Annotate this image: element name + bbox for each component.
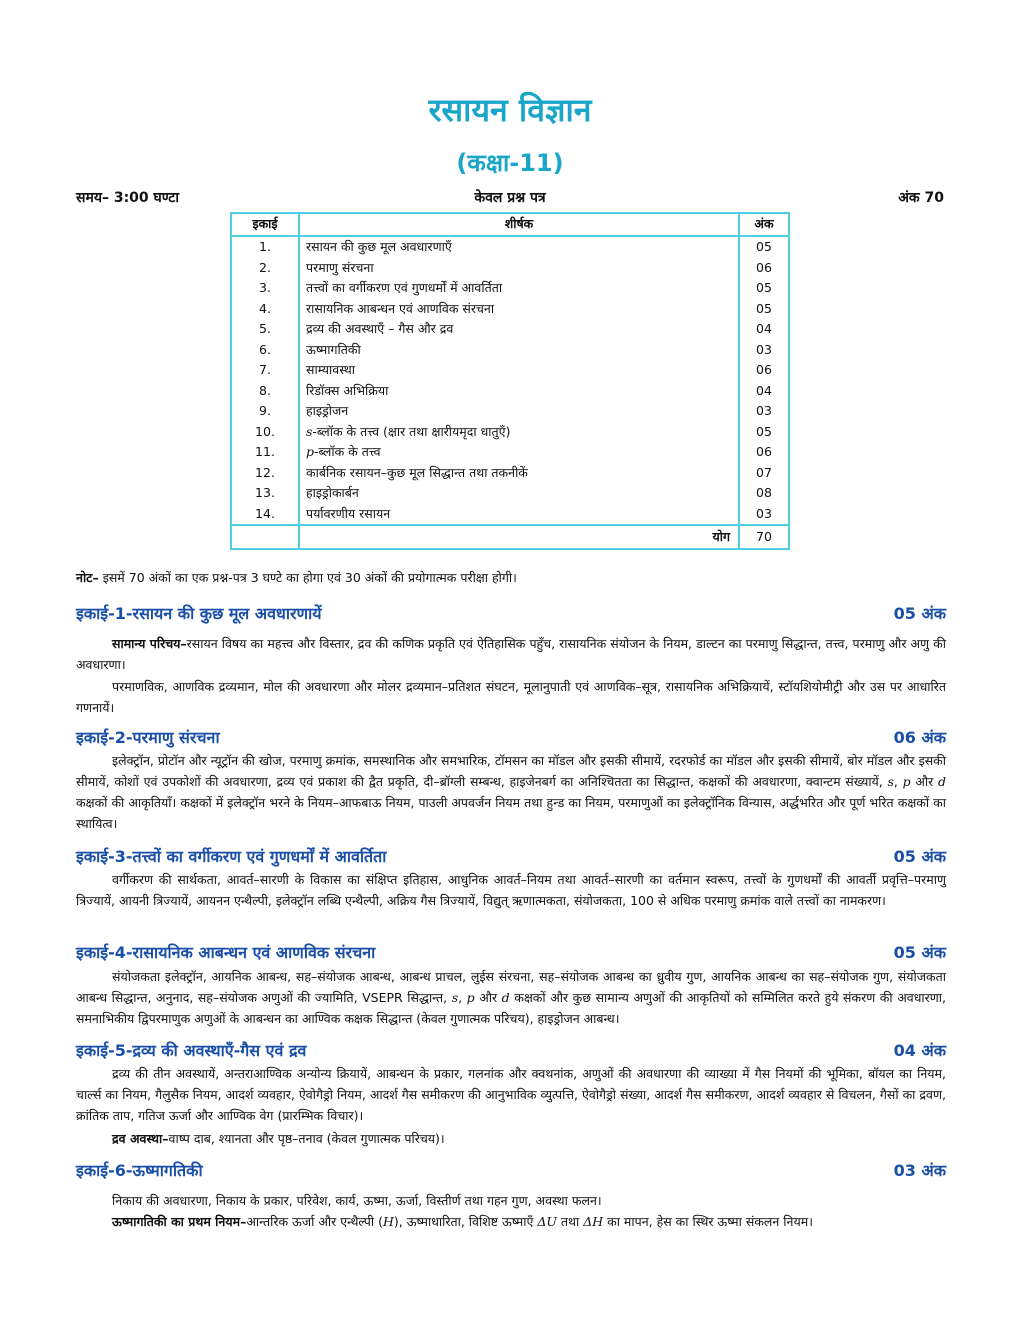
note (76, 569, 946, 586)
unit-no: 11. (231, 442, 299, 463)
unit-4-paragraph-1 (76, 966, 946, 1029)
symbol-delta-u: ΔU (537, 1214, 557, 1229)
unit-no: 4. (231, 299, 299, 320)
unit-title-text: -ब्लॉक के तत्त्व (क्षार तथा क्षारीयमृदा धातुएँ) (312, 423, 511, 439)
orbital-p: p (466, 990, 475, 1005)
unit-no: 1. (231, 236, 299, 258)
table-row (231, 319, 789, 340)
table-row (231, 442, 789, 463)
unit-3-title: इकाई-3-तत्त्वों का वर्गीकरण एवं गुणधर्मों में आवर्तिता (76, 847, 387, 866)
table-row (231, 422, 789, 443)
table-total-row (231, 525, 789, 549)
unit-title: कार्बनिक रसायन–कुछ मूल सिद्धान्त तथा तकनीकें (299, 463, 739, 484)
first-law-text-b: ), ऊष्माधारिता, विशिष्ट ऊष्माएँ (393, 1214, 538, 1229)
table-row (231, 340, 789, 361)
table-header-row (231, 213, 789, 236)
unit-marks: 06 (756, 362, 772, 377)
orbital-p: p (902, 774, 911, 789)
unit-3-marks: 05 अंक (893, 847, 946, 866)
sep: , (893, 774, 903, 789)
unit-no: 7. (231, 360, 299, 381)
symbol-delta-h: ΔH (583, 1214, 604, 1229)
unit-2-paragraph-1 (76, 750, 946, 834)
orbital-s: s (887, 774, 894, 789)
table-row (231, 483, 789, 504)
unit-no: 9. (231, 401, 299, 422)
unit-1-heading (76, 602, 946, 624)
unit-marks: 08 (756, 485, 772, 500)
unit-title: रिडॉक्स अभिक्रिया (299, 381, 739, 402)
unit-marks: 07 (756, 464, 772, 480)
table-row (231, 258, 789, 279)
unit-title: रासायनिक आबन्धन एवं आणविक संरचना (299, 299, 739, 320)
unit-6-paragraph-1: निकाय की अवधारणा, निकाय के प्रकार, परिवेश, कार्य, ऊष्मा, ऊर्जा, विस्तीर्ण तथा गहन गुण, अवस्था फलन। (112, 1193, 602, 1208)
table-row (231, 236, 789, 258)
unit-1-title: इकाई-1-रसायन की कुछ मूल अवधारणायें (76, 604, 322, 623)
unit-title (299, 422, 739, 443)
unit-no: 13. (231, 483, 299, 504)
unit-no: 3. (231, 278, 299, 299)
table-row (231, 381, 789, 402)
unit-title: द्रव्य की अवस्थाएँ – गैस और द्रव (299, 319, 739, 340)
unit-2-heading (76, 726, 946, 748)
liquid-state-label: द्रव अवस्था– (112, 1131, 169, 1146)
orbital-s: s (451, 990, 459, 1005)
unit-marks: 03 (756, 341, 772, 357)
symbol-h: H (382, 1214, 394, 1229)
unit-title: तत्त्वों का वर्गीकरण एवं गुणधर्मों में आवर्तिता (299, 278, 739, 299)
exam-time: समय– 3:00 घण्टा (76, 190, 179, 206)
table-row (231, 401, 789, 422)
total-value: 70 (739, 525, 789, 549)
unit-3-paragraph-1: वर्गीकरण की सार्थकता, आवर्त–सारणी के विकास का संक्षिप्त इतिहास, आधुनिक आवर्त–नियम तथा आवर्त–सारणी का वर्तमान स्वरूप, तत्त्वों के गुणधर्मों की आवर्ती प्रवृत्ति–परमाणु त्रिज्यायें, आयनी त्रिज्यायें, आयनन एन्थैल्पी, इलेक्ट्रॉन लब्धि एन्थैल्पी, अक्रिय गैस त्रिज्यायें, विद्युत् ऋणात्मकता, संयोजकता, 100 से अधिक परमाणु क्रमांक वाले तत्त्वों का नामकरण। (76, 872, 946, 908)
unit-no: 8. (231, 381, 299, 402)
unit-no: 12. (231, 463, 299, 484)
and-text: और (910, 774, 938, 789)
unit-marks: 05 (756, 239, 772, 254)
unit-4-title: इकाई-4-रासायनिक आबन्धन एवं आणविक संरचना (76, 943, 376, 962)
unit-2-text-a: इलेक्ट्रॉन, प्रोटॉन और न्यूट्रॉन की खोज, परमाणु क्रमांक, समस्थानिक और समभारिक, टॉमसन का मॉडल और इसकी सीमायें, रदरफोर्ड का मॉडल और इसकी सीमायें, बोर मॉडल और इसकी सीमायें, कोशों एवं उपकोशों की अवधारणा, द्रव्य एवं प्रकाश की द्वैत प्रकृति, दी–ब्रॉग्ली सम्बन्ध, हाइजेनबर्ग का अनिश्चितता का सिद्धान्त, कक्षकों की अवधारणा, क्वान्टम संख्यायें, (76, 753, 946, 789)
unit-4-heading (76, 941, 946, 963)
header-marks: अंक (739, 213, 789, 236)
table-row (231, 360, 789, 381)
unit-no: 14. (231, 504, 299, 526)
unit-no: 5. (231, 319, 299, 340)
unit-5-paragraph-2 (76, 1128, 946, 1149)
header-unit: इकाई (231, 213, 299, 236)
table-row (231, 299, 789, 320)
sep: , (458, 990, 467, 1005)
unit-title: रसायन की कुछ मूल अवधारणाएँ (299, 236, 739, 258)
note-text: इसमें 70 अंकों का एक प्रश्न-पत्र 3 घण्टे का होगा एवं 30 अंकों की प्रयोगात्मक परीक्षा होगी। (98, 570, 517, 585)
unit-marks: 05 (756, 300, 772, 316)
orbital-d: d (937, 774, 946, 789)
unit-title: ऊष्मागतिकी (299, 340, 739, 361)
table-row (231, 504, 789, 526)
unit-6-title: इकाई-6-ऊष्मागतिकी (76, 1161, 203, 1180)
unit-title: परमाणु संरचना (299, 258, 739, 279)
first-law-label: ऊष्मागतिकी का प्रथम नियम– (112, 1214, 247, 1229)
orbital-d: d (501, 990, 510, 1005)
note-label: नोट– (76, 570, 99, 585)
unit-1-paragraph-1 (76, 633, 946, 675)
first-law-text-d: का मापन, हेस का स्थिर ऊष्मा संकलन नियम। (603, 1214, 813, 1229)
unit-1-marks: 05 अंक (893, 604, 946, 623)
unit-marks: 03 (756, 505, 772, 521)
unit-title-symbol: p (306, 444, 315, 459)
unit-marks: 03 (756, 403, 772, 418)
liquid-state-text: वाष्प दाब, श्यानता और पृष्ठ–तनाव (केवल गुणात्मक परिचय)। (168, 1131, 445, 1146)
unit-marks: 04 (756, 321, 772, 336)
unit-title: साम्यावस्था (299, 360, 739, 381)
total-marks: अंक 70 (898, 190, 944, 206)
total-empty-cell (231, 525, 299, 549)
unit-3-heading (76, 845, 946, 867)
unit-title: हाइड्रोकार्बन (299, 483, 739, 504)
table-row (231, 278, 789, 299)
unit-6-paragraph-2 (76, 1211, 946, 1232)
units-table (230, 212, 790, 550)
unit-5-marks: 04 अंक (893, 1041, 946, 1060)
total-label: योग (299, 525, 739, 549)
unit-1-intro-text: रसायन विषय का महत्त्व और विस्तार, द्रव की कणिक प्रकृति एवं ऐतिहासिक पहुँच, रासायनिक संयोजन के नियम, डाल्टन का परमाणु सिद्धान्त, तत्त्व, परमाणु और अणु की अवधारणा। (76, 636, 947, 672)
unit-title-symbol: s (306, 423, 313, 439)
unit-4-text-b: कक्षकों और कुछ सामान्य अणुओं की आकृतियों को सम्मिलित करते हुये संकरण की अवधारणा, समनाभिकीय द्विपरमाणुक अणुओं के आबन्धन का आण्विक कक्षक सिद्धान्त (केवल गुणात्मक परिचय), हाइड्रोजन आबन्ध। (76, 990, 946, 1026)
unit-title: पर्यावरणीय रसायन (299, 504, 739, 526)
unit-marks: 04 (756, 382, 772, 398)
unit-no: 6. (231, 340, 299, 361)
unit-1-paragraph-2: परमाणविक, आणविक द्रव्यमान, मोल की अवधारणा और मोलर द्रव्यमान–प्रतिशत संघटन, मूलानुपाती एवं आणविक–सूत्र, रासायनिक अभिक्रियायें, स्टॉयशियोमीट्री और उस पर आधारित गणनायें। (76, 679, 946, 715)
unit-6-marks: 03 अंक (893, 1161, 946, 1180)
and-text: और (474, 990, 502, 1005)
unit-title-text: -ब्लॉक के तत्त्व (314, 444, 381, 459)
table-row (231, 463, 789, 484)
unit-6-heading (76, 1159, 946, 1181)
unit-marks: 06 (756, 444, 772, 459)
unit-marks: 06 (756, 259, 772, 275)
unit-marks: 05 (756, 280, 772, 295)
unit-2-marks: 06 अंक (893, 728, 946, 747)
unit-5-heading (76, 1039, 946, 1061)
first-law-text-c: तथा (556, 1214, 584, 1229)
unit-2-text-b: कक्षकों की आकृतियाँ। कक्षकों में इलेक्ट्रॉन भरने के नियम–आफबाऊ नियम, पाउली अपवर्जन नियम तथा हुन्ड का नियम, परमाणुओं का इलेक्ट्रॉनिक विन्यास, अर्द्धभरित और पूर्ण भरित कक्षकों का स्थायित्व। (76, 795, 946, 831)
unit-no: 2. (231, 258, 299, 279)
page-subtitle: (कक्षा-11) (456, 149, 564, 177)
paper-type: केवल प्रश्न पत्र (474, 190, 546, 206)
unit-4-marks: 05 अंक (893, 943, 946, 962)
unit-no: 10. (231, 422, 299, 443)
header-title: शीर्षक (299, 213, 739, 236)
unit-5-title: इकाई-5-द्रव्य की अवस्थाएँ-गैस एवं द्रव (76, 1041, 307, 1060)
unit-title (299, 442, 739, 463)
unit-1-intro-label: सामान्य परिचय– (112, 636, 187, 651)
page-title: रसायन विज्ञान (428, 91, 592, 129)
unit-2-title: इकाई-2-परमाणु संरचना (76, 728, 220, 747)
first-law-text-a: आन्तरिक ऊर्जा और एन्थैल्पी ( (246, 1214, 383, 1229)
unit-5-paragraph-1: द्रव्य की तीन अवस्थायें, अन्तराआण्विक अन्योन्य क्रियायें, आबन्धन के प्रकार, गलनांक और क्वथनांक, अणुओं की अवधारणा की व्याख्या में गैस नियमों की भूमिका, बॉयल का नियम, चार्ल्स का नियम, गैलुसैक नियम, आदर्श व्यवहार, ऐवोगैड्रो नियम, आदर्श गैस समीकरण की आनुभाविक व्युत्पत्ति, ऐवोगैड्रो संख्या, आदर्श गैस समीकरण, आदर्श व्यवहार से विचलन, गैसों का द्रवण, क्रांतिक ताप, गतिज ऊर्जा और आण्विक वेग (प्रारम्भिक विचार)। (76, 1066, 946, 1123)
unit-marks: 05 (756, 423, 772, 439)
unit-4-text-a: संयोजकता इलेक्ट्रॉन, आयनिक आबन्ध, सह–संयोजक आबन्ध, आबन्ध प्राचल, लुईस संरचना, सह–संयोजक आबन्ध का ध्रुवीय गुण, आयनिक आबन्ध का सह–संयोजक गुण, संयोजकता आबन्ध सिद्धान्त, अनुनाद, सह–संयोजक अणुओं की ज्यामिति, VSEPR सिद्धान्त, (76, 969, 946, 1005)
unit-title: हाइड्रोजन (299, 401, 739, 422)
